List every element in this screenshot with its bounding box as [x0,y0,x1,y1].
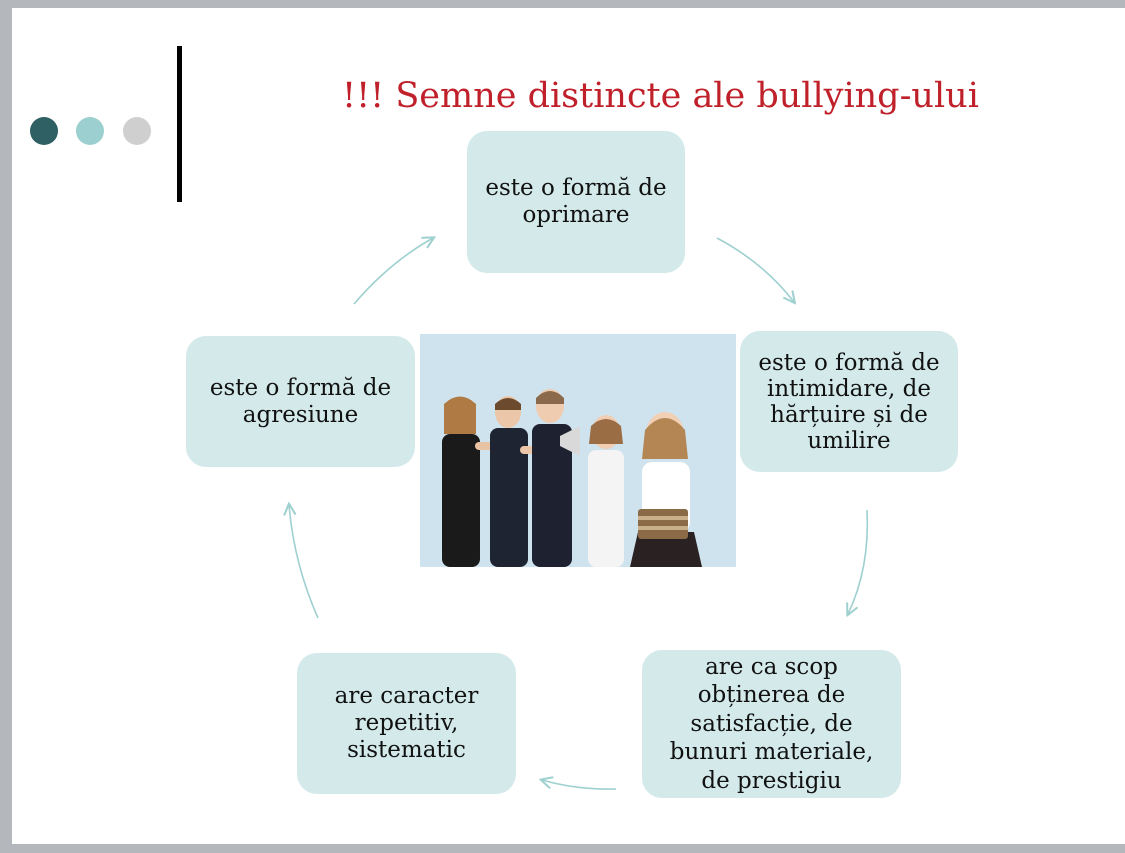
center-photo [420,334,736,567]
slide [12,8,1125,844]
arrow-3 [542,780,616,789]
arrow-2 [848,510,867,614]
children-bullying-illustration [420,334,736,567]
node-line: oprimare [522,202,630,228]
cycle-node-agresiune [186,336,415,467]
node-line: are ca scop [705,653,838,680]
cycle-node-repetitiv [297,653,516,794]
node-line: este o formă de [758,349,940,376]
node-line: umilire [807,427,891,454]
node-line: este o formă de [485,175,667,201]
arrow-5 [354,238,433,304]
node-line: repetitiv, [354,710,459,736]
node-line: agresiune [242,401,359,428]
node-line: are caracter [334,683,479,709]
arrow-4 [289,505,318,618]
node-line: hărțuire și de [770,401,928,428]
node-line: bunuri materiale, [669,739,874,766]
cycle-node-oprimare [467,131,685,273]
node-line: este o formă de [209,374,392,401]
arrow-1 [717,238,794,302]
node-line: de prestigiu [701,767,842,794]
node-line: satisfacție, de [690,710,853,737]
slide-title: !!! Semne distincte ale bullying-ului [342,76,979,116]
node-line: intimidare, de [767,375,931,402]
cycle-node-scop [642,650,901,798]
cycle-node-intimidare [740,331,958,472]
node-line: obținerea de [697,682,846,709]
node-line: sistematic [347,737,466,763]
